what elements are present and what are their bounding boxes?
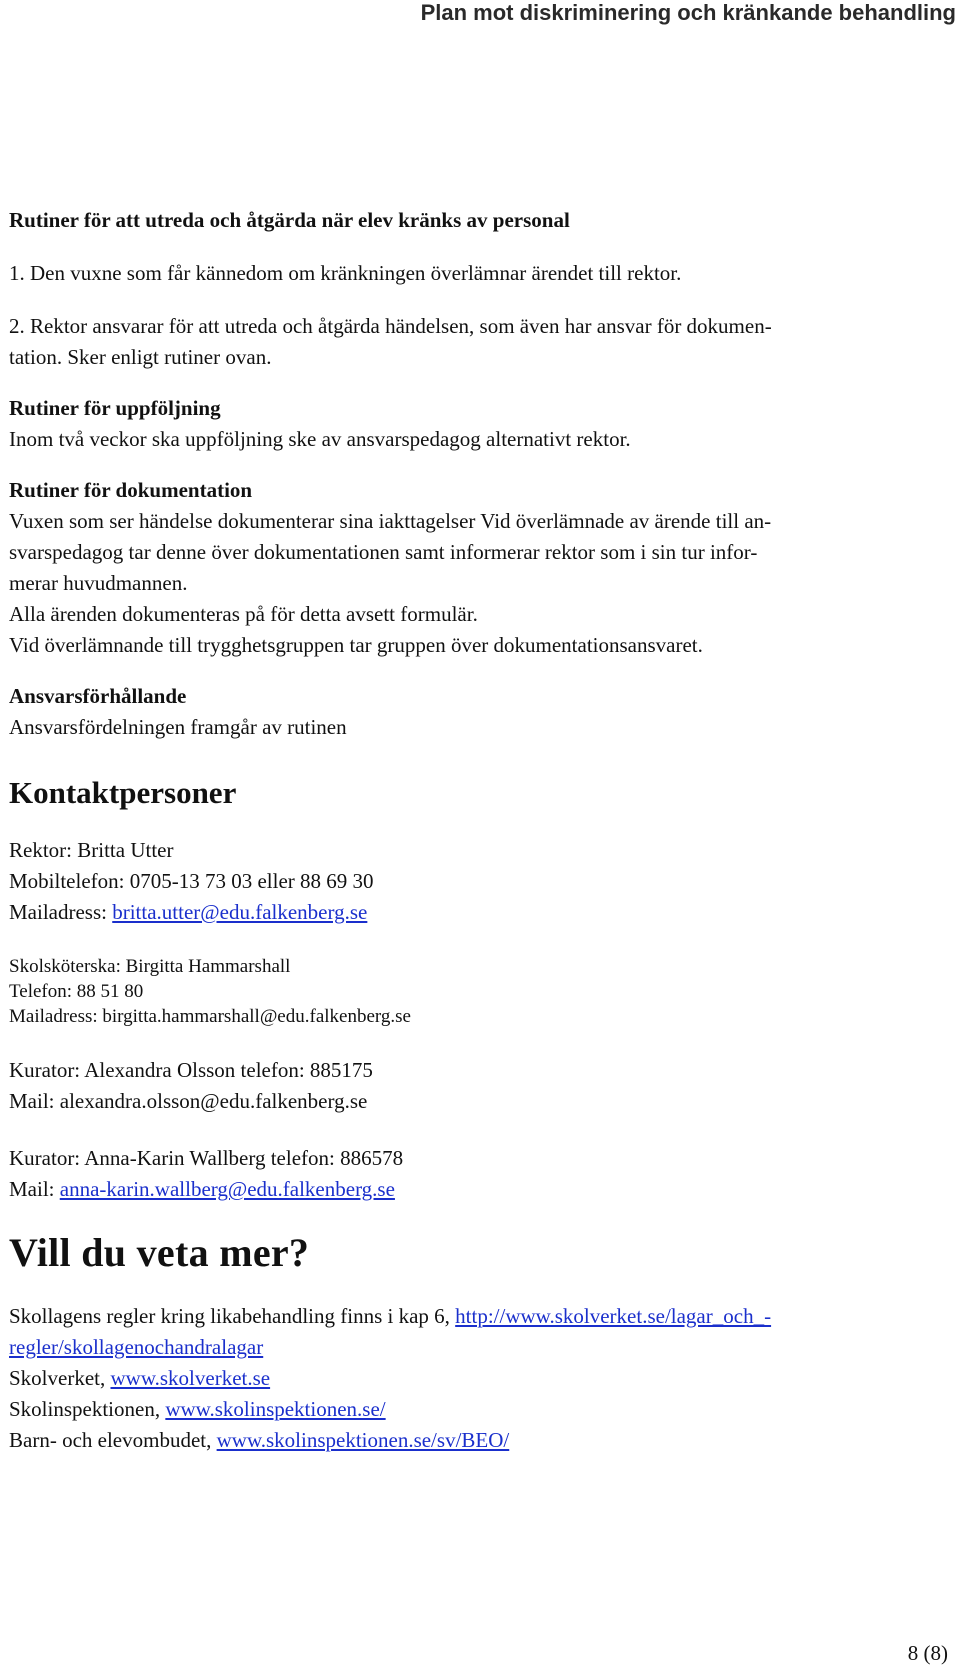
kurator-2-mail-link[interactable]: anna-karin.wallberg@edu.falkenberg.se xyxy=(59,1177,395,1201)
more-line-1 xyxy=(9,1301,954,1332)
more-line-3 xyxy=(9,1394,954,1425)
section-heading-personal: Rutiner för att utreda och åtgärda när elev kränks av personal xyxy=(9,208,570,232)
contact-kurator-2: Kurator: Anna-Karin Wallberg telefon: 886578 xyxy=(9,1146,404,1170)
mail-label: Mailadress: xyxy=(9,900,113,924)
list-item-2-line2: tation. Sker enligt rutiner ovan. xyxy=(9,345,272,369)
dokumentation-line-1: Vuxen som ser händelse dokumenterar sina iakttagelser Vid överlämnade av ärende till an- xyxy=(9,509,772,533)
contact-nurse-phone: Telefon: 88 51 80 xyxy=(9,981,144,1002)
contact-kurator-1: Kurator: Alexandra Olsson telefon: 885175 xyxy=(9,1058,373,1082)
uppfoljning-text: Inom två veckor ska uppföljning ske av ansvarspedagog alternativt rektor. xyxy=(9,427,631,451)
more-info-heading: Vill du veta mer? xyxy=(9,1230,310,1275)
section-heading-ansvar: Ansvarsförhållande xyxy=(9,684,187,708)
dokumentation-line-4: Alla ärenden dokumenteras på för detta avsett formulär. xyxy=(9,602,478,626)
contact-nurse-mail: Mailadress: birgitta.hammarshall@edu.falkenberg.se xyxy=(9,1006,411,1027)
more-line-4-text: Barn- och elevombudet, xyxy=(9,1428,217,1452)
beo-link[interactable]: www.skolinspektionen.se/sv/BEO/ xyxy=(216,1428,510,1452)
more-line-3-text: Skolinspektionen, xyxy=(9,1397,166,1421)
page-number: 8 (8) xyxy=(907,1641,948,1665)
more-line-1-cont xyxy=(9,1332,954,1363)
more-line-2 xyxy=(9,1363,954,1394)
rektor-mail-link[interactable]: britta.utter@edu.falkenberg.se xyxy=(112,900,368,924)
dokumentation-line-2: svarspedagog tar denne över dokumentationen samt informerar rektor som i sin tur infor- xyxy=(9,540,758,564)
contact-nurse-block xyxy=(9,954,954,1029)
skolinspektionen-link[interactable]: www.skolinspektionen.se/ xyxy=(165,1397,386,1421)
skollagen-link-cont[interactable]: regler/skollagenochandralagar xyxy=(9,1335,264,1359)
more-line-2-text: Skolverket, xyxy=(9,1366,111,1390)
contact-rektor-mail-row xyxy=(9,897,954,928)
section-heading-uppfoljning: Rutiner för uppföljning xyxy=(9,396,221,420)
ansvar-text: Ansvarsfördelningen framgår av rutinen xyxy=(9,715,347,739)
more-line-4 xyxy=(9,1425,954,1456)
contact-rektor: Rektor: Britta Utter xyxy=(9,838,174,862)
document-header-title: Plan mot diskriminering och kränkande behandling xyxy=(420,0,956,25)
skolverket-link[interactable]: www.skolverket.se xyxy=(110,1366,271,1390)
skollagen-link[interactable]: http://www.skolverket.se/lagar_och_- xyxy=(455,1304,772,1328)
dokumentation-line-5: Vid överlämnande till trygghetsgruppen tar gruppen över dokumentationsansvaret. xyxy=(9,633,703,657)
contact-rektor-phone: Mobiltelefon: 0705-13 73 03 eller 88 69 30 xyxy=(9,869,374,893)
contact-kurator-2-mail-row xyxy=(9,1174,954,1205)
contacts-heading: Kontaktpersoner xyxy=(9,775,237,810)
list-item-1: 1. Den vuxne som får kännedom om kränkningen överlämnar ärendet till rektor. xyxy=(9,261,682,285)
document-body xyxy=(9,205,954,1456)
more-line-1-text: Skollagens regler kring likabehandling finns i kap 6, xyxy=(9,1304,456,1328)
section-heading-dokumentation: Rutiner för dokumentation xyxy=(9,478,253,502)
list-item-2-line1: 2. Rektor ansvarar för att utreda och åtgärda händelsen, som även har ansvar för dokumen- xyxy=(9,314,772,338)
dokumentation-line-3: merar huvudmannen. xyxy=(9,571,188,595)
contact-nurse: Skolsköterska: Birgitta Hammarshall xyxy=(9,956,291,977)
mail-label: Mail: xyxy=(9,1177,60,1201)
contact-kurator-1-mail: Mail: alexandra.olsson@edu.falkenberg.se xyxy=(9,1089,368,1113)
